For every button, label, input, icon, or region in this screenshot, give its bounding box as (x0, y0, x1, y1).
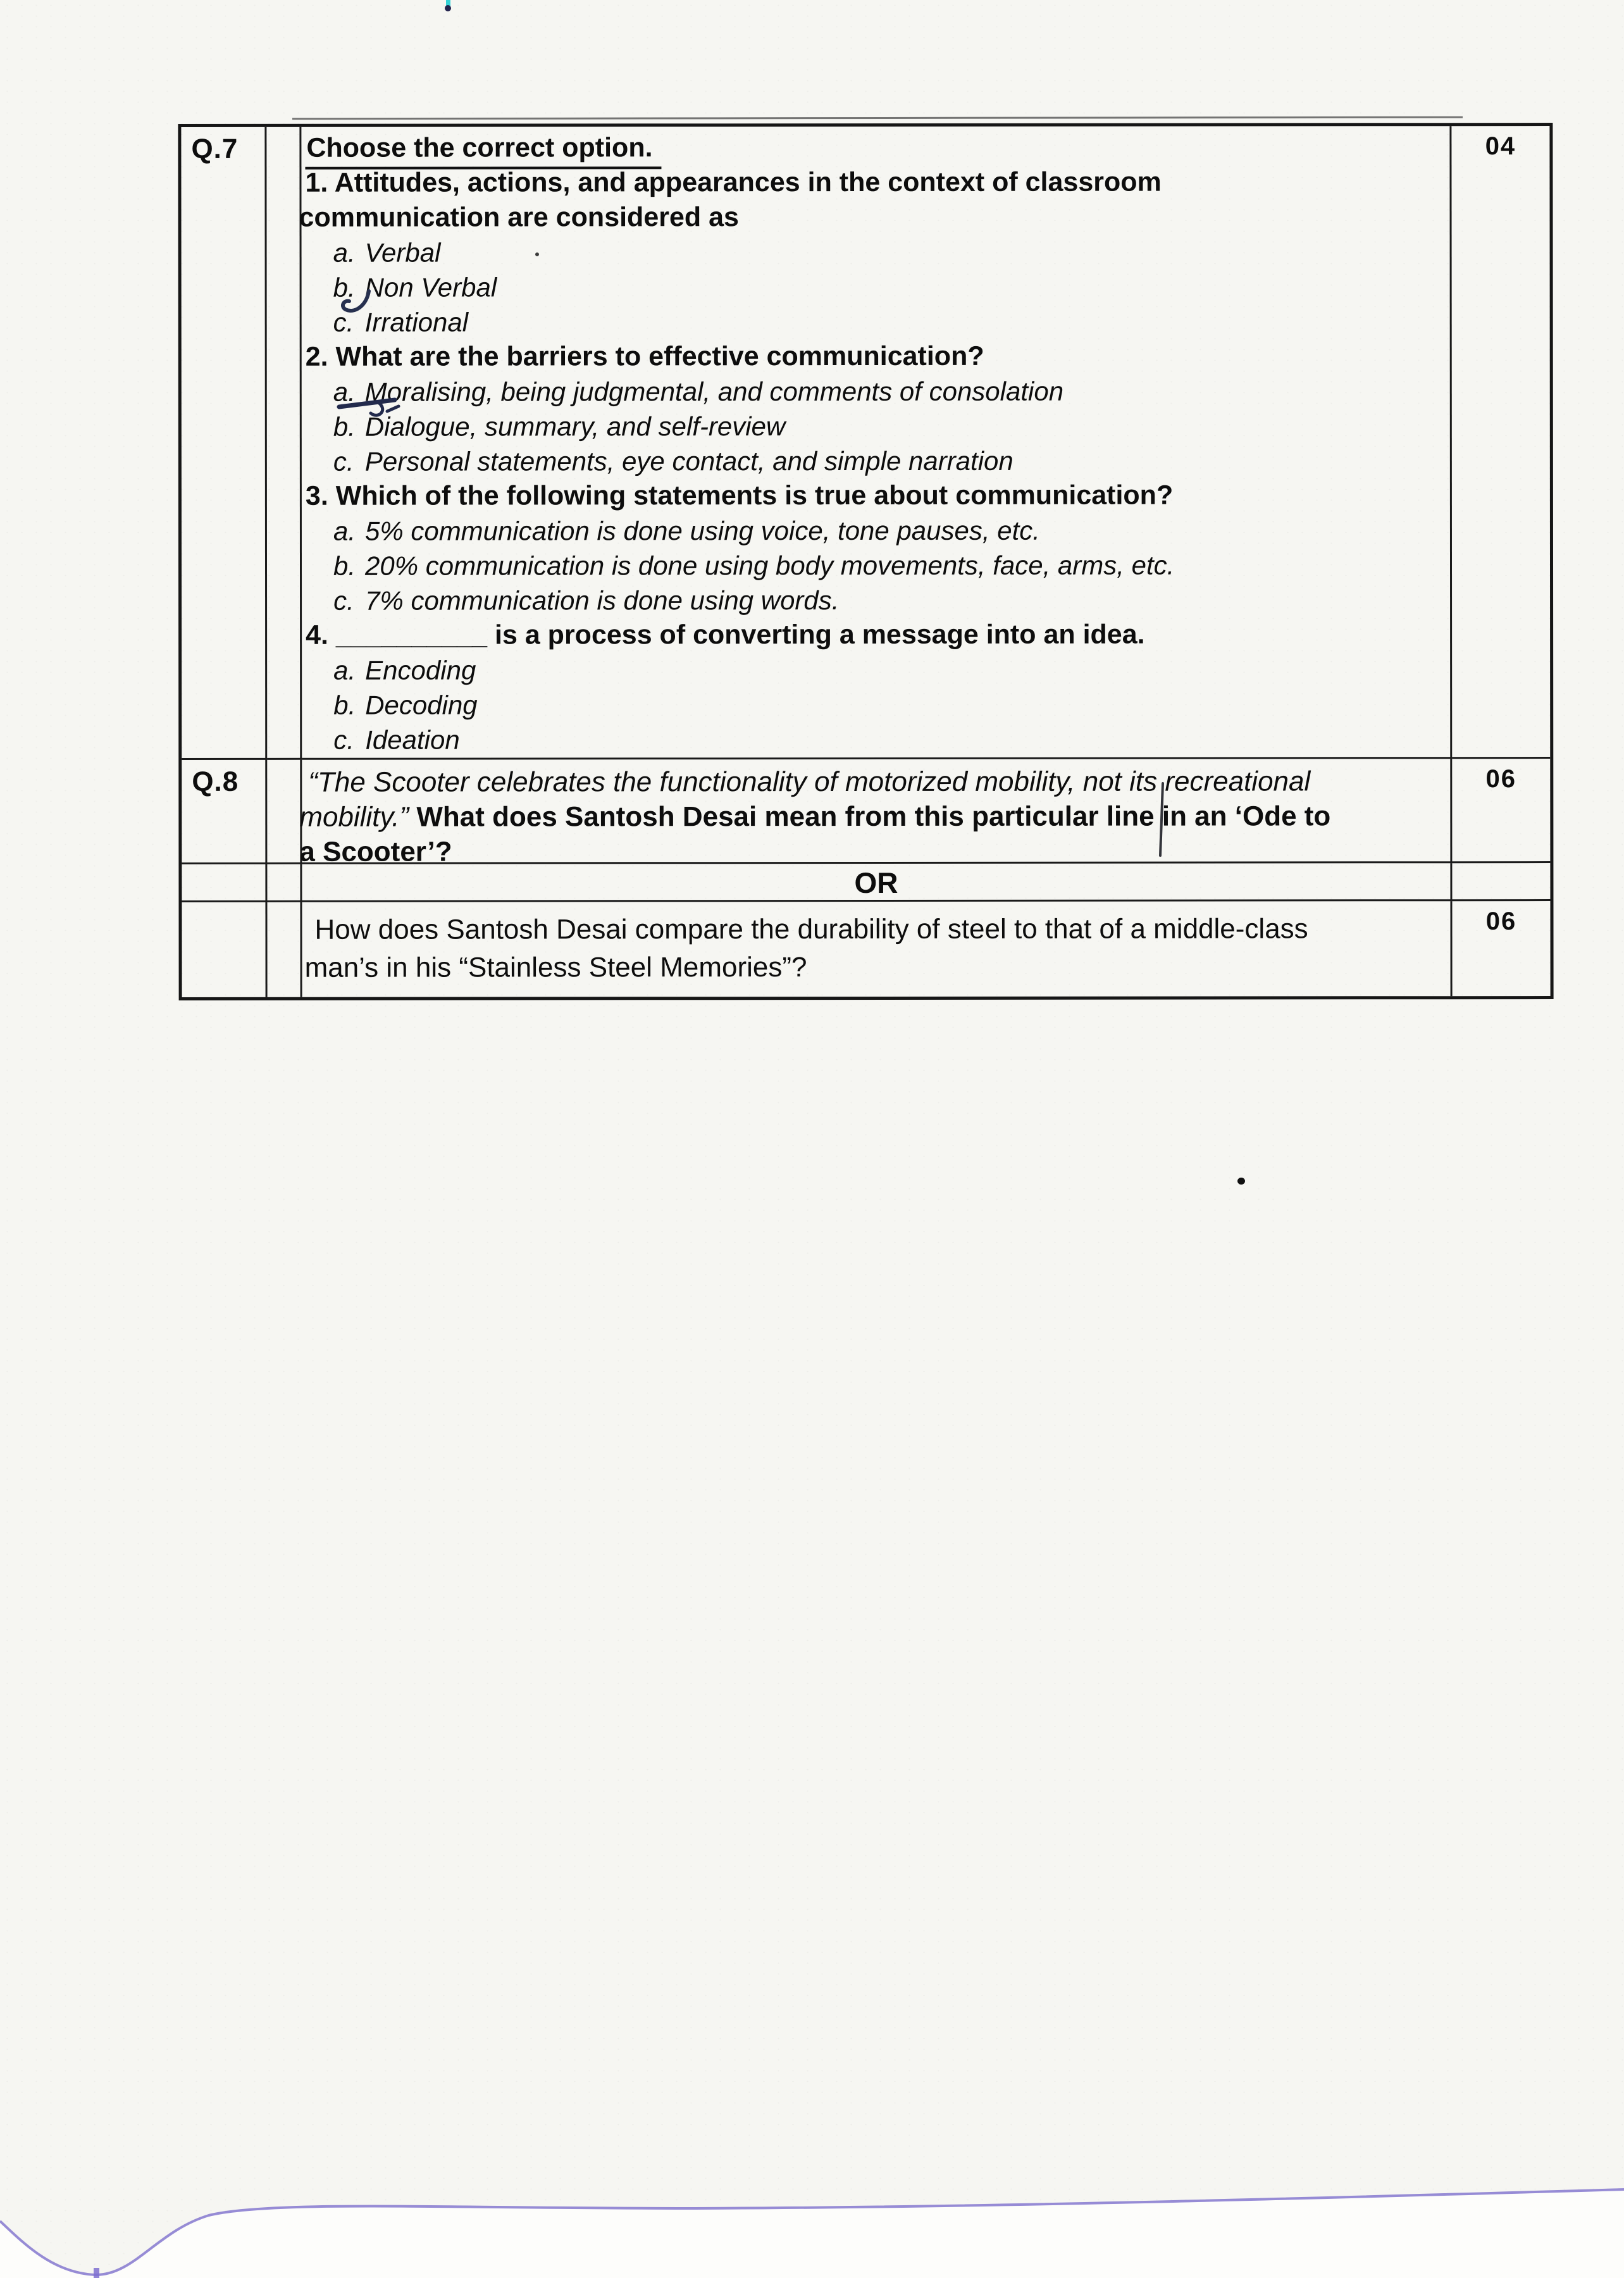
q7-sub1-option-b (306, 269, 1450, 305)
q7-number-cell: Q.7 (181, 127, 267, 760)
option-letter: b. (333, 411, 356, 442)
scan-bottom-edge (0, 2139, 1624, 2278)
q7-sub3-option-c (306, 582, 1450, 618)
q7-sub4-line1: 4. __________ is a process of converting a message into an idea. (306, 619, 1145, 650)
q8-line2-italic: mobility.” (299, 801, 409, 833)
q8-number-cell: Q.8 (182, 760, 267, 864)
scan-artifact-double-border (292, 116, 1463, 120)
q8-question-cell (299, 759, 1452, 868)
option-letter: c. (333, 307, 354, 337)
q7-question-cell (301, 126, 1452, 760)
option-letter: c. (333, 725, 354, 755)
q8-line2 (299, 799, 1450, 835)
q8-line3: a Scooter’? (299, 836, 452, 868)
option-text: 7% communication is done using words. (365, 585, 840, 616)
q7-sub3-line1: 3. Which of the following statements is true about communication? (305, 480, 1174, 511)
option-letter: a. (333, 655, 356, 685)
or-cell: OR (302, 863, 1452, 902)
q7-heading-text: Choose the correct option. (305, 130, 661, 169)
option-text: Ideation (365, 725, 460, 755)
option-text: Encoding (365, 655, 476, 685)
scan-edge-streak (94, 2268, 99, 2278)
option-letter: c. (333, 446, 354, 476)
q7-sub1-line2: communication are considered as (299, 202, 739, 233)
alt-line2: man’s in his “Stainless Steel Memories”? (304, 952, 807, 983)
q7-sub1-option-a (306, 234, 1450, 270)
q8-line2-bold: What does Santosh Desai mean from this particular line in an ‘Ode to (416, 800, 1331, 833)
q8-gap-cell (267, 760, 302, 864)
alt-question-cell (302, 901, 1452, 997)
q7-sub2-option-c (306, 443, 1450, 479)
q7-sub2-option-b (306, 408, 1450, 444)
q7-sub1-option-c (306, 304, 1450, 340)
alt-gap-cell (267, 902, 302, 997)
scan-artifact-top-dot (445, 5, 451, 11)
option-letter: b. (333, 690, 356, 720)
option-text: 20% communication is done using body movements, face, arms, etc. (364, 550, 1175, 581)
option-text: Dialogue, summary, and self-review (364, 411, 786, 442)
option-text: Non Verbal (364, 272, 497, 302)
scan-artifact-ink-dot (1237, 1178, 1245, 1185)
scanner-background (0, 2189, 1624, 2278)
option-letter: a. (333, 377, 356, 407)
option-text: 5% communication is done using voice, tone pauses, etc. (364, 515, 1040, 546)
q8-marks-cell: 06 (1452, 759, 1550, 863)
option-letter: c. (333, 585, 354, 616)
option-letter: a. (333, 237, 356, 268)
option-text: Moralising, being judgmental, and comments of consolation (364, 376, 1064, 407)
alt-marks-cell: 06 (1485, 907, 1517, 936)
option-letter: b. (333, 551, 356, 581)
or-gap-cell (267, 864, 302, 902)
option-text: Irrational (364, 307, 469, 337)
q7-sub1-line1: 1. Attitudes, actions, and appearances in the context of classroom (305, 166, 1162, 198)
question-table (178, 123, 1553, 1000)
option-text: Personal statements, eye contact, and simple narration (364, 445, 1013, 476)
q7-sub4-option-b (306, 687, 1450, 723)
option-letter: a. (333, 516, 356, 546)
q7-sub2-option-a (306, 373, 1450, 409)
or-number-cell (182, 864, 267, 902)
q7-sub3-option-b (306, 547, 1450, 583)
q7-heading (305, 130, 1449, 166)
q7-sub4-option-a (306, 652, 1450, 688)
q7-sub2-line1: 2. What are the barriers to effective communication? (305, 340, 984, 372)
q8-line1: “The Scooter celebrates the functionality of motorized mobility, not its recreational (308, 766, 1311, 798)
alt-line1: How does Santosh Desai compare the durability of steel to that of a middle-class (314, 913, 1308, 945)
option-letter: b. (333, 272, 356, 302)
q7-sub4-option-c (306, 721, 1450, 757)
alt-number-cell (182, 902, 267, 997)
scan-edge-curve (0, 2189, 1624, 2275)
q7-marks-cell: 04 (1451, 126, 1550, 759)
q7-gap-cell (266, 127, 302, 760)
or-marks-cell (1452, 863, 1550, 901)
q7-sub3-option-a (306, 513, 1450, 549)
option-text: Verbal (364, 237, 441, 268)
option-text: Decoding (365, 690, 478, 720)
